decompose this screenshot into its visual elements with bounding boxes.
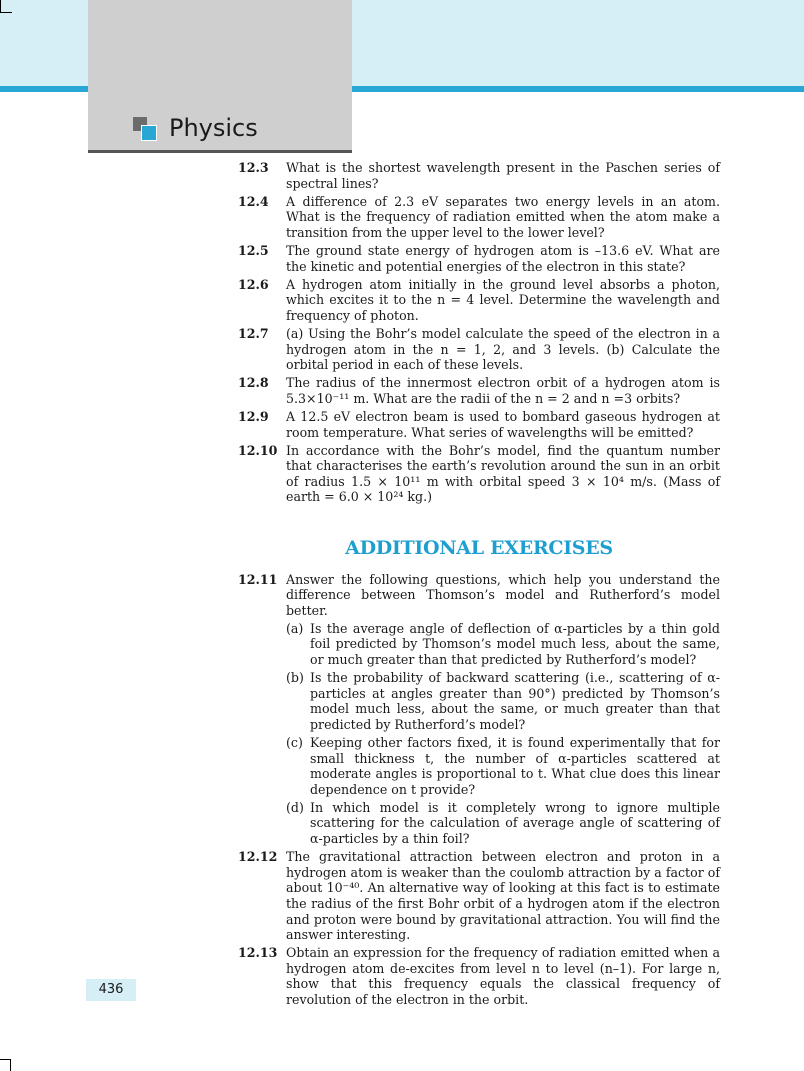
question-number: 12.3 [238,160,269,175]
question-text: A difference of 2.3 eV separates two energy levels in an atom. What is the frequency of radiation emitted when the atom make a transition from the upper level to the lower level? [286,193,720,240]
question-number: 12.5 [238,242,269,258]
question-12-4 [238,194,720,241]
question-text: What is the shortest wavelength present in the Paschen series of spectral lines? [286,160,720,191]
sub-question-label: (d) [286,799,304,815]
crop-mark-bottom-left-h [0,1059,11,1060]
section-title: ADDITIONAL EXERCISES [345,536,613,559]
question-text: The gravitational attraction between electron and proton in a hydrogen atom is weaker than the coulomb attraction by a factor of about 10⁻⁴⁰. An alternative way of looking at this fact is to estimate the radius of the first Bohr orbit of a hydrogen atom if the electron and proton were bound by gravitational attraction. You will find the answer interesting. [286,849,720,943]
sub-question-d [286,800,720,847]
question-text: In accordance with the Bohr’s model, find the quantum number that characterises the earth’s revolution around the sun in an orbit of radius 1.5 × 10¹¹ m with orbital speed 3 × 10⁴ m/s. (Mass of earth = 6.0 × 10²⁴ kg.) [286,442,720,505]
exercise-content [238,160,720,1008]
subject-title: Physics [169,114,258,142]
question-number: 12.13 [238,945,278,961]
sub-question-label: (c) [286,735,303,750]
question-number: 12.12 [238,849,278,865]
sub-question-label: (b) [286,670,304,686]
sub-question-b [286,670,720,732]
question-12-7 [238,326,720,373]
question-number: 12.9 [238,408,269,424]
sub-question-text: In which model is it completely wrong to ignore multiple scattering for the calculation of average angle of scattering of α-particles by a thin foil? [310,799,720,847]
header-underline [88,150,352,153]
crop-mark-top-left [0,0,1,12]
question-12-3 [238,160,720,191]
sub-question-label: (a) [286,620,304,636]
question-text: A 12.5 eV electron beam is used to bombard gaseous hydrogen at room temperature. What series of wavelengths will be emitted? [286,408,720,440]
sub-question-text: Keeping other factors fixed, it is found experimentally that for small thickness t, the number of α-particles scattered at moderate angles is proportional to t. What clue does this linear dependence on t provide? [310,735,720,797]
question-12-5 [238,243,720,274]
question-number: 12.6 [238,276,269,292]
running-header [133,114,258,142]
question-12-8 [238,375,720,406]
question-number: 12.7 [238,325,269,341]
sub-question-text: Is the average angle of deflection of α-particles by a thin gold foil predicted by Thomson’s model much less, about the same, or much greater than that predicted by Rutherford’s model? [310,620,720,668]
question-12-12 [238,849,720,943]
question-12-13 [238,945,720,1007]
question-number: 12.11 [238,571,278,587]
exercise-list [238,160,720,505]
question-12-11 [238,572,720,619]
page-number: 436 [86,979,136,1001]
sub-question-a [286,621,720,668]
question-12-9 [238,409,720,440]
question-text: A hydrogen atom initially in the ground level absorbs a photon, which excites it to the n = 4 level. Determine the wavelength and frequency of photon. [286,276,720,323]
question-12-6 [238,277,720,324]
question-text: The radius of the innermost electron orbit of a hydrogen atom is 5.3×10⁻¹¹ m. What are the radii of the n = 2 and n =3 orbits? [286,375,720,406]
question-number: 12.10 [238,442,278,458]
question-text: Answer the following questions, which help you understand the difference between Thomson’s model and Rutherford’s model better. [286,571,720,618]
question-text: (a) Using the Bohr’s model calculate the speed of the electron in a hydrogen atom in the n = 1, 2, and 3 levels. (b) Calculate the orbital period in each of these levels. [286,325,720,373]
sub-question-text: Is the probability of backward scattering (i.e., scattering of α-particles at angles greater than 90°) predicted by Thomson’s model much less, about the same, or much greater than that predicted by Rutherford’s model? [310,670,720,732]
crop-mark-top-left-h [0,12,12,13]
question-text: The ground state energy of hydrogen atom is –13.6 eV. What are the kinetic and potential energies of the electron in this state? [286,242,720,274]
squares-icon [133,117,157,139]
question-12-10 [238,443,720,505]
question-text: Obtain an expression for the frequency of radiation emitted when a hydrogen atom de-excites from level n to level (n–1). For large n, show that this frequency equals the classical frequency of revolution of the electron in the orbit. [286,945,720,1007]
question-number: 12.8 [238,375,269,391]
question-number: 12.4 [238,193,269,209]
crop-mark-bottom-left [10,1059,11,1071]
sub-question-c [286,735,720,797]
